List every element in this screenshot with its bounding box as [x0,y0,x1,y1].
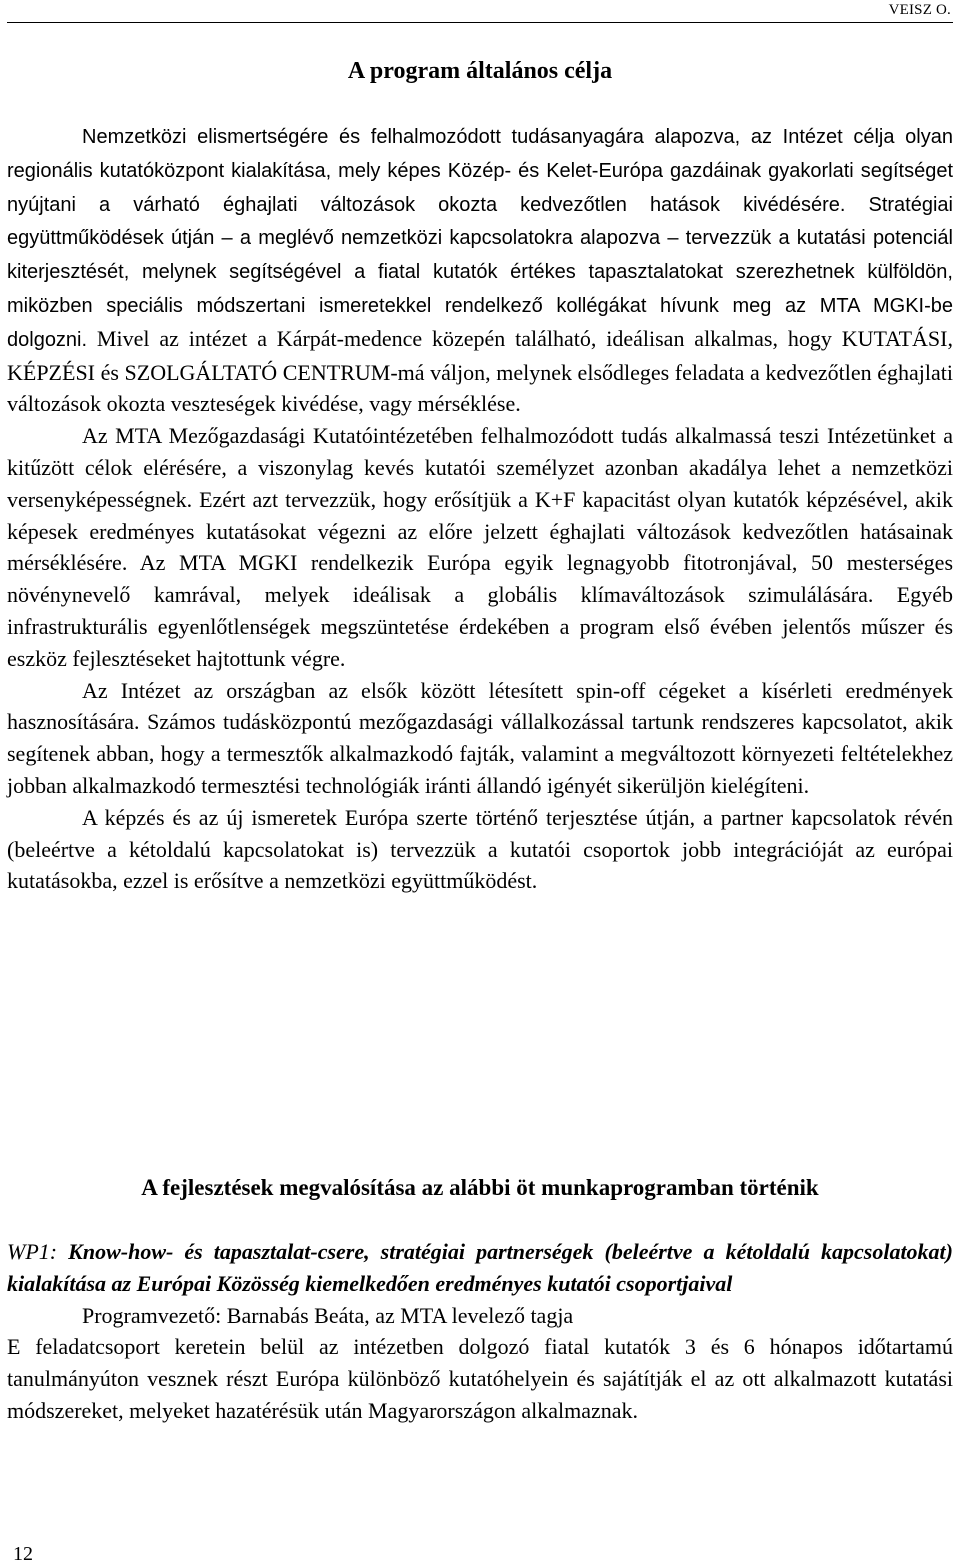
running-head: VEISZ O. [888,2,951,18]
paragraph-1 [7,120,953,420]
page-number: 12 [13,1543,33,1565]
workprogram-1-description: E feladatcsoport keretein belül az intézetben dolgozó fiatal kutatók 3 és 6 hónapos időtartamú tanulmányúton vesznek részt Európa különböző kutatóhelyein és sajátítják el az ott alkalmazott kutatási módszereket, melyeket hazatérésük után Magyarországon alkalmaznak. [7,1334,953,1423]
paragraph-1-rest: Mivel az intézet a Kárpát-medence közepén található, ideálisan alkalmas, hogy KUTATÁSI, KÉPZÉSI és SZOLGÁLTATÓ CENTRUM-má váljon, melynek elsődleges feladata a kedvezőtlen éghajlati változások okozta veszteségek kivédése, vagy mérséklése. [7,325,953,417]
workprogram-heading: A fejlesztések megvalósítása az alábbi öt munkaprogramban történik [141,1175,819,1200]
body-text [7,120,953,897]
paragraph-3: Az Intézet az országban az elsők között létesített spin-off cégeket a kísérleti eredmények hasznosítására. Számos tudásközpontú mezőgazdasági vállalkozással tartunk rendszeres kapcsolatot, akik segítenek abban, hogy a termesztők alkalmazkodó fajták, valamint a megváltozott környezeti feltételekhez jobban alkalmazkodó termesztési technológiák iránti állandó igényét sikerüljön kielégíteni. [7,677,953,798]
paragraph-2: Az MTA Mezőgazdasági Kutatóintézetében felhalmozódott tudás alkalmassá teszi Intézetünket a kitűzött célok elérésére, a viszonylag kevés kutatói személyzet azonban akadálya lehet a nemzetközi versenyképességnek. Ezért azt tervezzük, hogy erősítjük a K+F kapacitást olyan kutatók képzésével, akik képesek eredményes kutatásokat végezni az előre jelzett éghajlati változások kedvezőtlen hatásainak mérséklésére. Az MTA MGKI rendelkezik Európa egyik legnagyobb fitotronjával, 50 mesterséges növénynevelő kamrával, melyek ideálisak a globális klímaváltozások szimulálására. Egyéb infrastrukturális egyenlőtlenségek megszüntetése érdekében a program első évében jelentős műszer és eszköz fejlesztéseket hajtottunk végre. [7,423,953,671]
paragraph-1-sans-lead: Nemzetközi elismertségére és felhalmozódott tudásanyagára alapozva, az Intézet célja olyan regionális kutatóközpont kialakítása, mely képes Közép- és Kelet-Európa gazdáinak gyakorlati segítséget nyújtani a várható éghajlati változások okozta kedvezőtlen hatások kivédésére. Stratégiai együttműködések útján – a meglévő nemzetközi kapcsolatokra alapozva – tervezzük a kutatási potenciál kiterjesztését, melynek segítségével a fiatal kutatók értékes tapasztalatokat szerezhetnek külföldön, miközben speciális módszertani ismeretekkel rendelkező kollégákat hívunk meg az MTA MGKI-be dolgozni. [7,126,953,351]
paragraph-4: A képzés és az új ismeretek Európa szerte történő terjesztése útján, a partner kapcsolatok révén (beleértve a kétoldalú kapcsolatokat is) tervezzük a kutatói csoportok jobb integrációját az európai kutatásokba, ezzel is erősítve a nemzetközi együttműködést. [7,804,953,894]
section-title: A program általános célja [347,58,613,84]
workprogram-1-code: WP1: [7,1239,58,1264]
workprogram-1-title-text: Know-how- és tapasztalat-csere, stratégiai partnerségek (beleértve a kétoldalú kapcsolatokat) kialakítása az Európai Közösség kiemelkedően eredményes kutatói csoportjaival [7,1239,953,1296]
workprogram-1-title [7,1236,953,1300]
header-rule [7,22,953,23]
workprogram-1 [7,1236,953,1427]
workprogram-1-leader: Programvezető: Barnabás Beáta, az MTA levelező tagja [82,1302,574,1328]
